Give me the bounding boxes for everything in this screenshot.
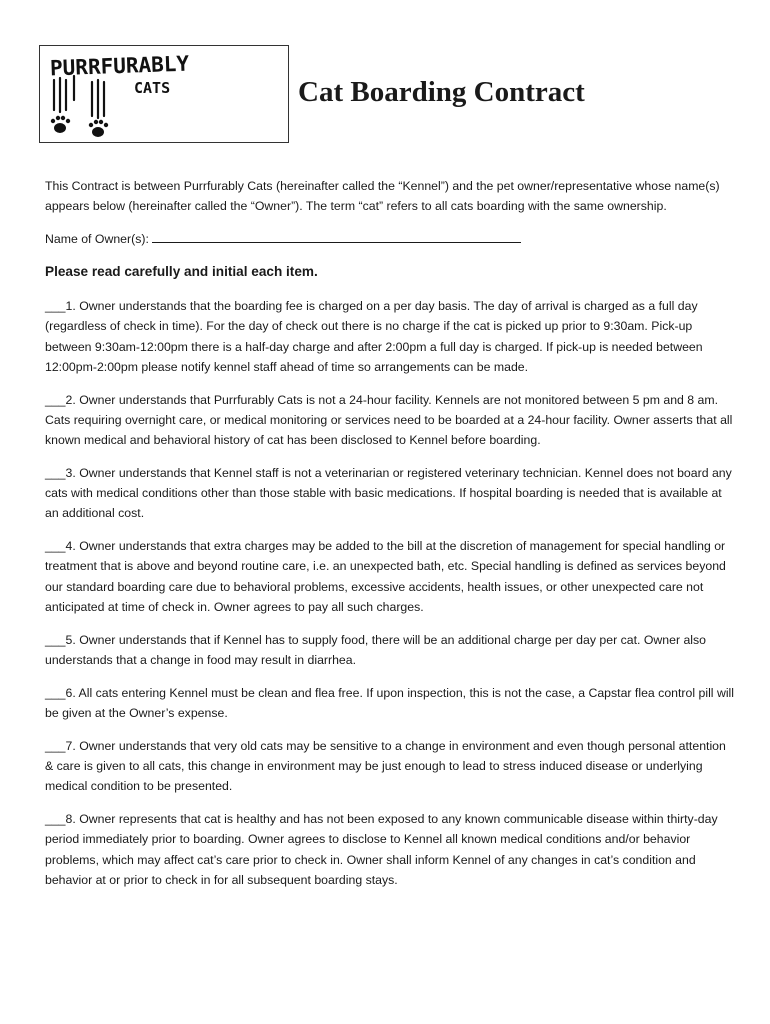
clause-3: ___3. Owner understands that Kennel staff is not a veterinarian or registered veterinary technician. Kennel does not board any cats with medical conditions other than those stable with basic medications. If hospital boarding is needed that is available at an additional cost. (45, 466, 732, 521)
logo-wordmark-top: PURRFURABLY (49, 51, 190, 81)
clause-8: ___8. Owner represents that cat is healthy and has not been exposed to any known communicable disease within thirty-day period immediately prior to boarding. Owner agrees to disclose to Kennel all known medical conditions and/or behavior problems, which may affect cat’s care prior to check in. Owner shall inform Kennel of any changes in cat’s condition and behavior at or prior to check in for all subsequent boarding stays. (45, 812, 718, 887)
clause-6: ___6. All cats entering Kennel must be clean and flea free. If upon inspection, this is not the case, a Capstar flea control pill will be given at the Owner’s expense. (45, 685, 735, 720)
clause-7: ___7. Owner understands that very old cats may be sensitive to a change in environment and even though personal attention & care is given to all cats, this change in environment may be just enough to lead to stress induced disease or underlying medical condition to be presented. (45, 739, 726, 794)
owner-name-label: Name of Owner(s): (45, 232, 149, 247)
clause-2: ___2. Owner understands that Purrfurably Cats is not a 24-hour facility. Kennels are not monitored between 5 pm and 8 am. Cats requiring overnight care, or medical monitoring or services need to be boarded at a 24-hour facility. Owner asserts that all known medical and behavioral history of cat has been disclosed to Kennel before boarding. (45, 392, 733, 447)
owner-name-blank[interactable] (152, 229, 521, 243)
page-title: Cat Boarding Contract (298, 76, 585, 108)
intro-paragraph: This Contract is between Purrfurably Cats (hereinafter called the “Kennel”) and the pet owner/representative whose name(s) appears below (hereinafter called the “Owner”). The term “cat” refers to all cats boarding with the same ownership. (45, 179, 720, 214)
instructions-heading: Please read carefully and initial each item. (45, 264, 318, 280)
clause-1: ___1. Owner understands that the boarding fee is charged on a per day basis. The day of arrival is charged as a full day (regardless of check in time). For the day of check out there is no charge if the cat is picked up prior to 9:30am. Pick-up between 9:30am-12:00pm there is a half-day charge and after 2:00pm a full day is charged. If pick-up is needed between 12:00pm-2:00pm please notify kennel staff ahead of time so arrangements can be made. (45, 299, 703, 374)
logo-wordmark-sub: CATS (134, 79, 171, 97)
cat-claw-marks-icon (48, 70, 128, 140)
owner-name-row (45, 229, 735, 249)
contract-body (45, 176, 735, 903)
clause-5: ___5. Owner understands that if Kennel has to supply food, there will be an additional charge per day per cat. Owner also understands that a change in food may result in diarrhea. (45, 632, 707, 667)
clause-4: ___4. Owner understands that extra charges may be added to the bill at the discretion of management for special handling or treatment that is above and beyond routine care, i.e. an unexpected bath, etc. Special handling is defined as services beyond our standard boarding care due to behavioral problems, excessive accidents, health issues, or other unexpected care not anticipated at time of check in. Owner agrees to pay all such charges. (45, 539, 726, 614)
logo (39, 45, 289, 143)
